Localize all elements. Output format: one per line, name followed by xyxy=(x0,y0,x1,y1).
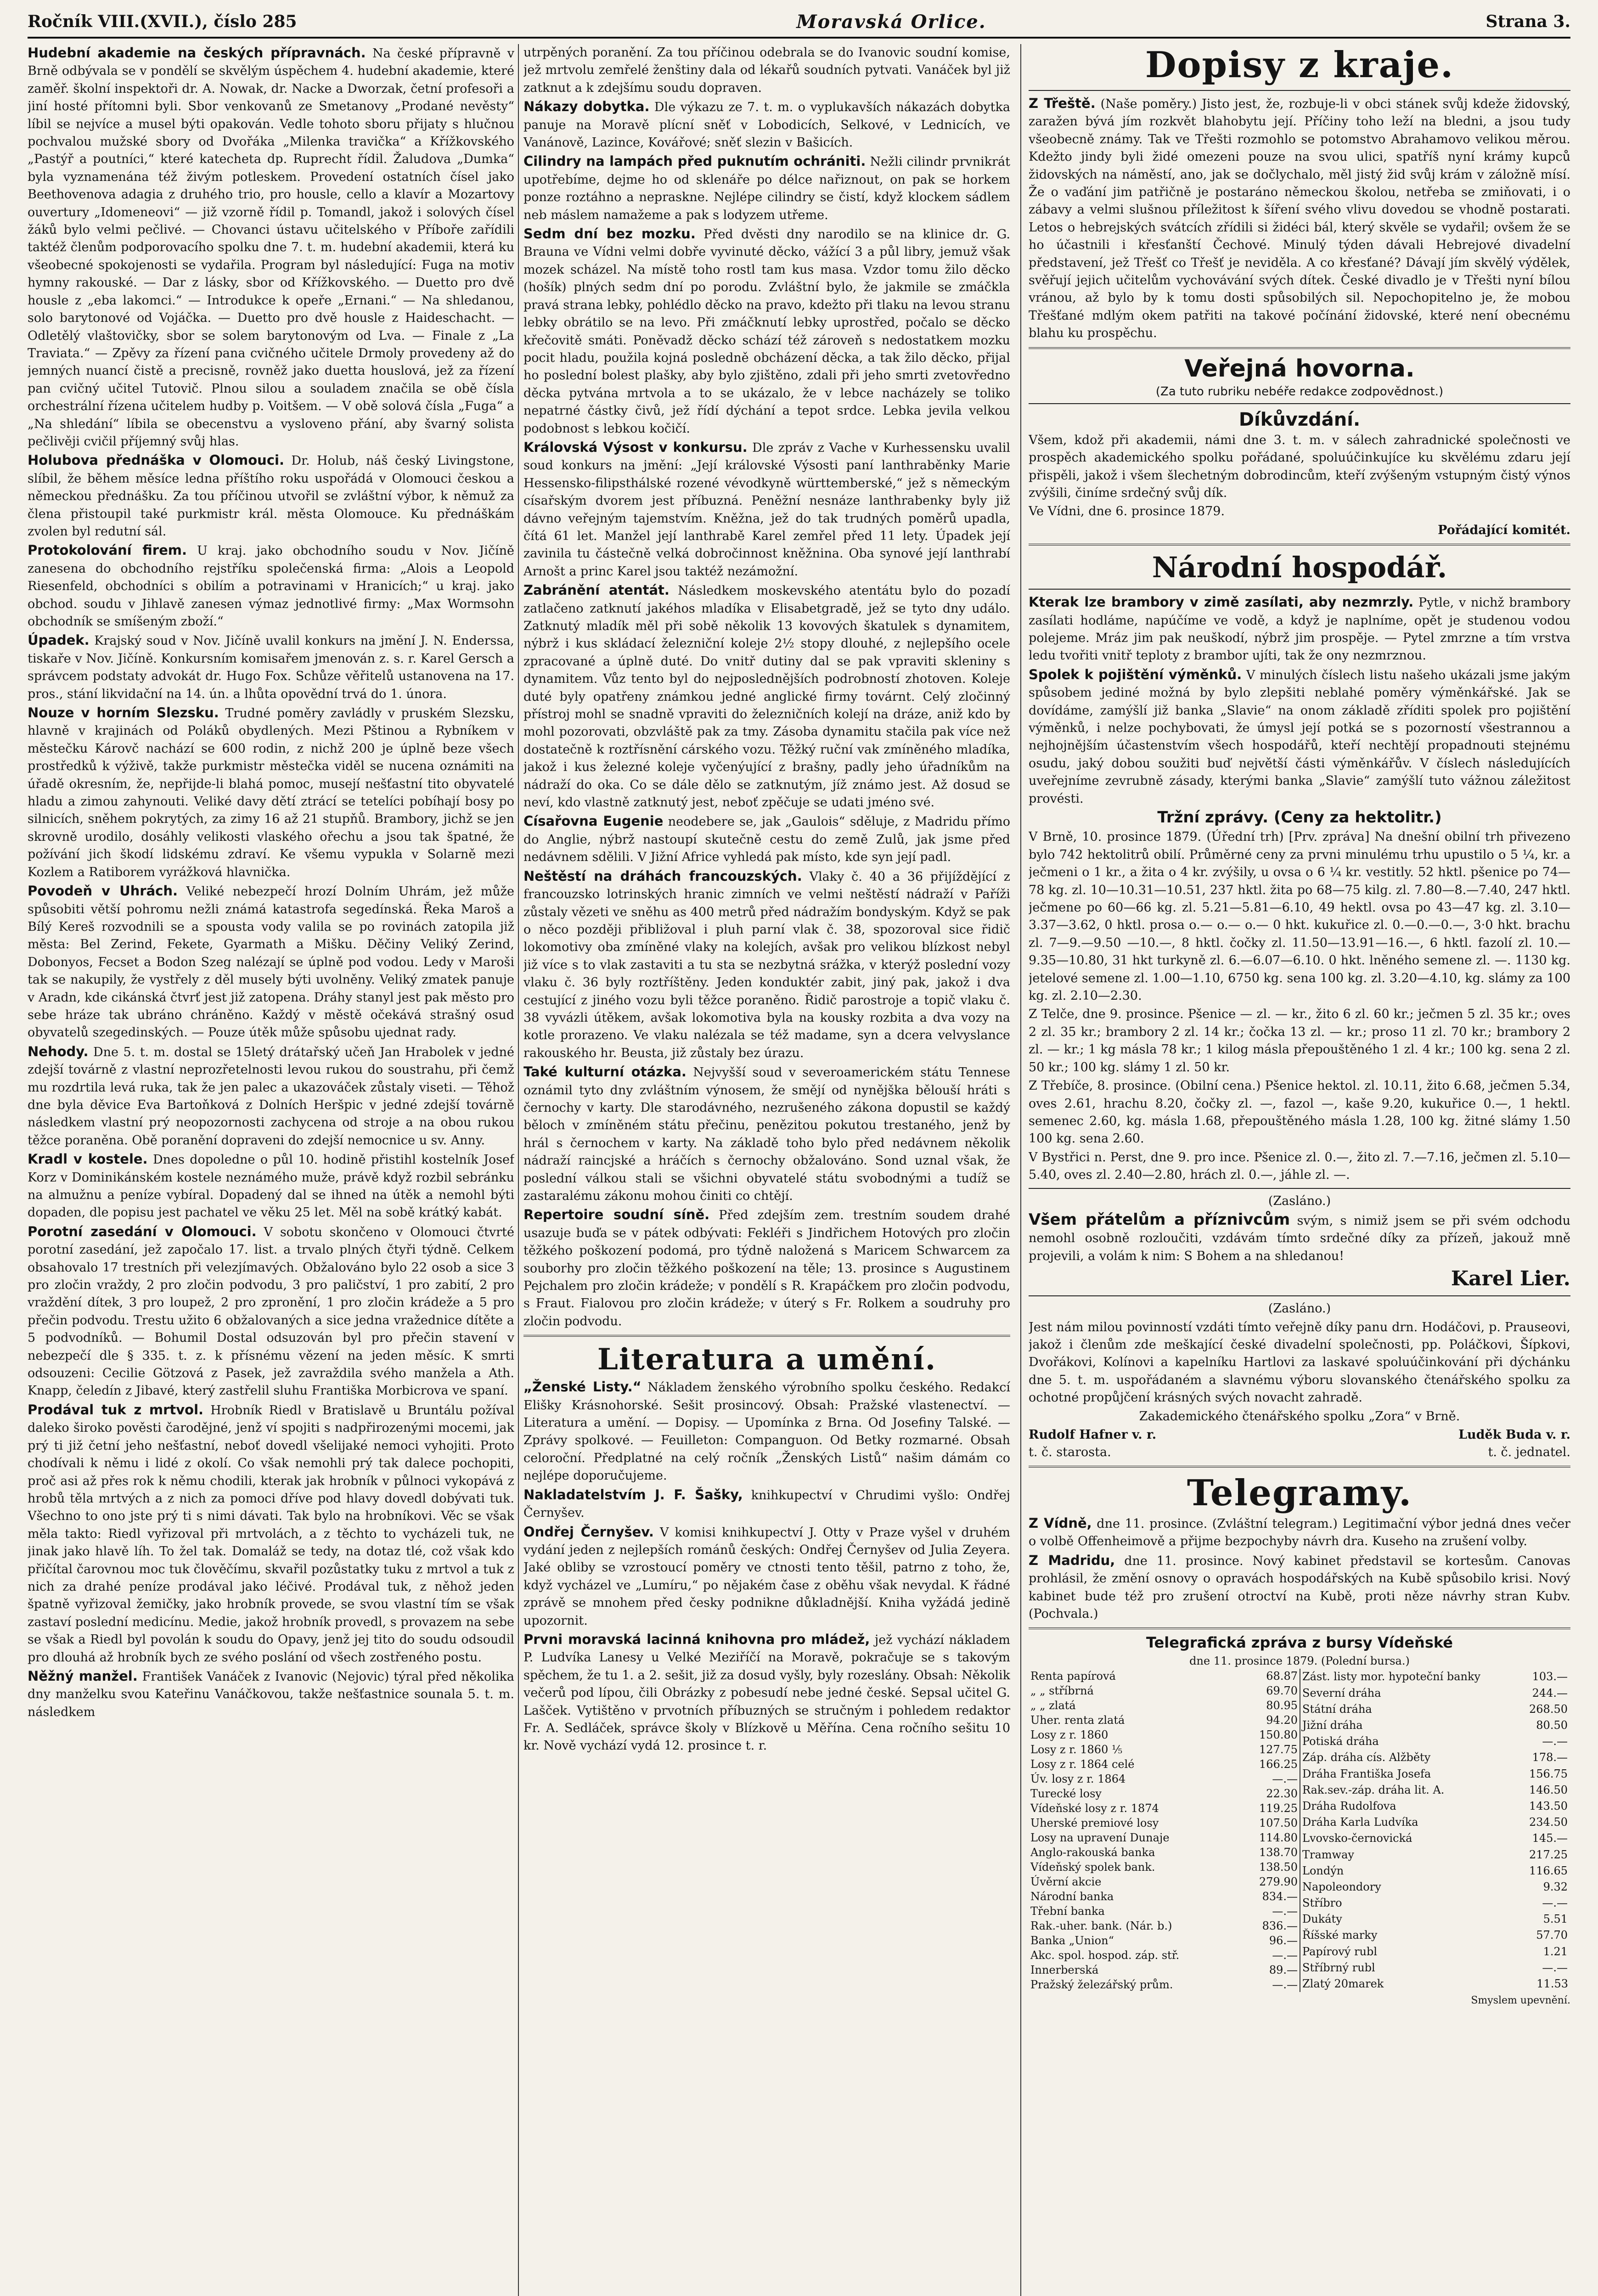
article-headline: Povodeň v Uhrách. xyxy=(28,883,178,899)
section-title-dopisy: Dopisy z kraje. xyxy=(1145,44,1454,86)
article-headline: Spolek k pojištění výměnků. xyxy=(1029,666,1242,682)
article-headline: Z Madridu, xyxy=(1029,1552,1115,1568)
article-headline: Zabránění atentát. xyxy=(523,582,670,598)
article-headline: Neštěstí na dráhách francouzských. xyxy=(523,868,802,884)
bourse-item: Říšské marky xyxy=(1302,1929,1378,1942)
divider xyxy=(1029,1466,1570,1468)
article xyxy=(28,704,514,881)
bourse-value: 94.20 xyxy=(1266,1713,1298,1727)
bourse-row xyxy=(1029,1963,1300,1977)
article-text: neodebere se, jak „Gaulois“ sděluje, z Madridu přímo do Anglie, nýbrž nastoupí skutečně cestu do země Zulů, jak jsme před nedávnem sdělili. V Jižní Africe vyhledá pak místo, kde syn její padl. xyxy=(523,815,1010,865)
article-text: Na české přípravně v Brně odbývala se v pondělí se skvělým úspěchem 4. hudební akademie, které zaměř. školní inspektoři dr. A. Nowak, dr. Nacke a Dworzak, četní profesoři a jiní hosté přítomni byli. Sbor venkovanů ze Smetanovy „Prodané nevěsty“ líbil se nejvíce a musel býti opakován. Vedle tohoto sboru přijaty s hlučnou pochvalou mužské sbory od Dvořáka „Milenka travička“ a Křížkovského „Pastýř a poutníci,“ které katecheta dp. Ruprecht řídil. Žaludova „Dumka“ byla vyznamenána též živým potleskem. Provedení ostatních čísel jako Beethovenova adagia z druhého trio, pro housle, cello a klavír a Mozartovy ouvertury „Idomeneovi“ — již vzorně řídil p. Tomandl, jakož i solových čísel žáků bylo velmi pečlivé. — Chovanci ústavu učitelského v Příboře zařídili taktéž členům podporovacího spolku dne 7. t. m. hudební akademii, která ku všeobecné spokojenosti se vydařila. Program byl následující: Fuga na motiv hymny rakouské. — Dar z lásky, sbor od Křížkovského. — Duetto pro dvě housle z „eba lakomci.“ — Introdukce k opeře „Ernani.“ — Na shledanou, solo barytonové od Vojáčka. — Duetto pro dvě housle z Haideschacht. — Odletělý vlaštovičky, sbor se solem barytonovým od Lva. — Finale z „La Traviata.“ — Zpěvy za řízení pana cvičného učitele Drmoly provedeny až do jemných nuancí čistě a precisně, rovněž jako duetta houslová, jež za řízení pan cvičný učitel Tutovič. Plnou silou a souladem značila se obě čísla orchestrální řízena učitelem hudby p. Voitšem. — V obě solová čísla „Fuga“ a „Na shledání“ líbila se obecenstvu a vysloveno přání, aby švarný solista pečlivěji cvičil příjemný svůj hlas. xyxy=(28,46,514,449)
article xyxy=(523,812,1010,866)
signature-jednatel: Luděk Buda v. r. xyxy=(1458,1428,1570,1442)
bourse-row xyxy=(1029,1860,1300,1874)
section-title-telegramy: Telegramy. xyxy=(1187,1472,1412,1514)
bourse-value: 119.25 xyxy=(1259,1801,1298,1815)
bourse-row xyxy=(1300,1814,1570,1830)
article xyxy=(28,451,514,540)
bourse-row xyxy=(1029,1698,1300,1713)
article-text: Nákladem ženského výrobního spolku českého. Redakcí Elišky Krásnohorské. Sešit prosincový. Obsah: Pražské vlastenectví. — Literatura a umění. — Dopisy. — Upomínka z Brna. Od Josefiny Talské. — Zprávy spolkové. — Feuilleton: Companguon. Od Betky rozmarné. Obsah celoroční. Předplatné na celý ročník „Ženských Listů“ našim dámám co nejlépe doporučujeme. xyxy=(523,1380,1010,1483)
bourse-item: Innerberská xyxy=(1030,1963,1099,1976)
hospodar-articles xyxy=(1029,593,1570,808)
article xyxy=(28,1150,514,1222)
bourse-value: —.— xyxy=(1272,1978,1298,1991)
article-text: Dnes dopoledne o půl 10. hodině přistihl kostelník Josef Korz v Dominikánském kostele neznámého muže, právě když rozbil sebránku na almužnu a peníze vybíral. Dopadený dal se ihned na útěk a nemohl býti dopaden, dle popisu jest pachatel ve věku 25 let. Měl na sobě krátký kabát. xyxy=(28,1153,514,1220)
bourse-item: Akc. spol. hospod. záp. stř. xyxy=(1030,1948,1180,1962)
article xyxy=(28,631,514,703)
bourse-value: —.— xyxy=(1272,1948,1298,1962)
bourse-value: 166.25 xyxy=(1259,1757,1298,1771)
article xyxy=(523,1486,1010,1522)
bourse-row xyxy=(1300,1863,1570,1879)
bourse-item: Banka „Union“ xyxy=(1030,1934,1114,1947)
bourse-value: —.— xyxy=(1542,1735,1568,1748)
bourse-item: Rak.-uher. bank. (Nár. b.) xyxy=(1030,1919,1172,1932)
bourse-item: Dráha Rudolfova xyxy=(1302,1799,1396,1812)
dikuvzdani-signature: Pořádající komitét. xyxy=(1438,523,1570,537)
header-rule xyxy=(28,37,1570,39)
article xyxy=(523,1063,1010,1205)
bourse-row xyxy=(1300,1750,1570,1766)
article-text: Nejvyšší soud v severoamerickém státu Tennese oznámil tyto dny zvláštním výnosem, že smějí od nynějška bělouší hráti s černochy v karty. Dle starodávného, nezrušeného zákona dopustil se každý běloch v zmíněném státu přečinu, penězitou pokutou trestaného, jenž by hrál s černochem v karty. Na základě toho bylo před nedávnem několik nádraží raincjské a hráčích s černochy obžalováno. Sond uznal však, že poslední válkou stali se všichni obyvatelé státu svobodnými a tudíž se zastaralému zákonu mohou činiti co chtějí. xyxy=(523,1065,1010,1203)
divider xyxy=(1029,1188,1570,1189)
bourse-value: 145.— xyxy=(1532,1832,1568,1845)
bourse-row xyxy=(1029,1742,1300,1757)
article-headline: Z Vídně, xyxy=(1029,1515,1092,1531)
bourse-value: 1.21 xyxy=(1543,1945,1568,1958)
bourse-item: Lvovsko-černovická xyxy=(1302,1832,1412,1845)
column-divider xyxy=(518,44,519,2296)
bourse-row xyxy=(1029,1669,1300,1683)
bourse-tables xyxy=(1029,1669,1570,1992)
article-text: Nežli cilindr prvnikrát upotřebíme, dejme ho od sklenáře po délce nařiznout, on pak se horkem ponze roztáhno a nepraskne. Nejlépe cilindry se čistí, když klockem sádlem neb máslem namažeme a pak s lodyzem utřeme. xyxy=(523,155,1010,222)
zaslano-2-text: Jest nám milou povinností vzdáti tímto veřejně díky panu drn. Hodáčovi, p. Prauseovi, jakož i členům zde meškající české divadelní společnosti, pp. Poláčkovi, Šípkovi, Dvořákovi, Kolínovi a kapelníku Hartlovi za laskavé spoluúčinkování při dýchánku dne 5. t. m. uspořádaném a slavnému výboru slovanského čtenářského spolku za ochotné propůjčení krásných svých novacht zahradě. xyxy=(1029,1320,1570,1405)
article-text: Veliké nebezpečí hrozí Dolním Uhrám, jež může spůsobiti větší pohromu nežli známá katastrofa segedínská. Řeka Maroš a Bílý Kereš rozvodnili se a spousta vody valila se po rovinách zatopila již města: Bel Zerind, Fekete, Gyarmath a Mišku. Děčiny Veliký Zerind, Dobonyos, Fecset a Bodon Szeg nalézají se úplně pod vodou. Ledy v Maroši tak se nakupily, že vystřely z děl musely býti uvolněny. Veliký zmatek panuje v Aradn, kde cikánská čtvrť jest již zatopena. Dráhy stanyl jest pak město pro sebe hráze tak ubráno chráněno. Každý v městě očekává strašný osud obyvatelů szegedinských. — Pouze útěk může spůsobu ujednat rady. xyxy=(28,884,514,1040)
bourse-item: Losy z r. 1860 ⅕ xyxy=(1030,1743,1123,1756)
bourse-value: 96.— xyxy=(1269,1934,1298,1947)
article xyxy=(523,1631,1010,1755)
article-headline: Královská Výsost v konkursu. xyxy=(523,439,748,455)
bourse-item: Potiská dráha xyxy=(1302,1735,1379,1748)
bourse-value: 217.25 xyxy=(1529,1848,1568,1861)
divider xyxy=(1029,1627,1570,1629)
article xyxy=(523,152,1010,224)
article-text: Následkem moskevského atentátu bylo do pozadí zatlačeno zatknutí jakéhos mladíka v Elisabetgradě, jež se tyto dny událo. Zatknutý mladík měl při sobě několik 13 kovových škatulek s dynamitem, nýbrž i kus skládací železniční koleje 2½ stopy dlouhé, z nejlepšího ocele zpracované a úplně duté. Do vnitř dutiny dal se pak vpraviti skleniny s dynamitem. Vůz tento byl do nejposlednějších podrobností zhotoven. Koleje duté byly opatřeny známkou jedné anglické firmy továrnt. Celý zločinný přístroj mohl se snadně vpraviti do železničních kolejí na dráze, aniž kdo by mohl pozorovati, obzvláště pak za tmy. Zásoba dynamitu stačila pak více než dostatečně k roztřísnění cárského vozu. Těžký ruční vak zmíněného mladíka, jakož i kus železné koleje vyčenýující z brašny, padly jeho úřadníkům na nádraží do oka. Co se dále dělo se zatknutým, jíž známo jest. Až dosud se neví, kdo vlastně zatknutý jest, neboť zpěčuje se udati jméno své. xyxy=(523,584,1010,810)
dikuvzdani-title: Díkůvzdání. xyxy=(1238,409,1361,430)
bourse-value: 143.50 xyxy=(1529,1799,1568,1812)
article xyxy=(523,225,1010,438)
bourse-item: Státní dráha xyxy=(1302,1702,1372,1716)
bourse-item: Papírový rubl xyxy=(1302,1945,1378,1958)
dikuvzdani-text: Všem, kdož při akademii, námi dne 3. t. m. v sálech zahradnické společnosti ve prospěch akademického spolku pořádané, spoluúčinkujíce ku skvělému zdaru její přispěli, jakož i všem šlechetným dobrodincům, kteří zvýšeným vstupným čistý výnos zvýšili, činíme srdečný svůj dík. xyxy=(1029,433,1570,500)
bourse-row xyxy=(1029,1904,1300,1919)
article-text: Dle zpráv z Vache v Kurhessensku uvalil soud konkurs na jmění: „Její královské Výsosti paní lanthraběnky Marie Hessensko-filipsthálské rozené vévodkyně württemberské,“ jež s německým císařským dvorem jest příbuzná. Peněžní nesnáze lanthrabenky byly již dávno veřejným tajemstvím. Kněžna, jež do tak trudných poměrů upadla, čítá 61 let. Manžel její lanthrabě Karel zemřel před 11 lety. Úpadek její zavinila tu částečně velká dobročinnost kněžnina. Oba synové její lanthrabí Arnošt a princ Karel jsou taktéž nezámožní. xyxy=(523,440,1010,579)
zaslano-1-title: (Zasláno.) xyxy=(1268,1193,1331,1208)
bourse-item: Londýn xyxy=(1302,1864,1344,1877)
bourse-note: Smyslem upevnění. xyxy=(1471,1994,1570,2006)
article xyxy=(28,1043,514,1149)
article-headline: Prvni moravská lacinná knihovna pro mládež, xyxy=(523,1631,870,1647)
bourse-row xyxy=(1300,1911,1570,1927)
page-number: Strana 3. xyxy=(1485,12,1570,31)
bourse-value: —.— xyxy=(1272,1904,1298,1918)
bourse-value: 89.— xyxy=(1269,1963,1298,1976)
signature-starosta: Rudolf Hafner v. r. xyxy=(1029,1428,1157,1442)
bourse-item: Zlatý 20marek xyxy=(1302,1977,1384,1991)
bourse-item: Dukáty xyxy=(1302,1913,1342,1926)
article-text: utrpěných poranění. Za tou příčinou odebrala se do Ivanovic soudní komise, jež mrtvolu zemřelé ženštiny dala od lékařů soudních pytvati. Vanáček byl již zatknut a k zdejšímu soudu dopraven. xyxy=(523,45,1010,95)
divider xyxy=(1029,90,1570,91)
article xyxy=(1029,95,1570,343)
bourse-value: 107.50 xyxy=(1259,1816,1298,1829)
article-headline: Sedm dní bez mozku. xyxy=(523,226,696,242)
article-text: jež vychází nákladem P. Ludvíka Lanesy u Velké Meziříčí na Moravě, pokračuje se s takovým spěchem, že tu 1. a 2. sešit, již za dosud vyšly, byly rozeslány. Obsah: Několik večerů pod lípou, čili Obrázky z pobesudí nebe jedné české. Sepsal učitel G. Lašček. Vytištěno v prvotních příbuzných se stručným i pohledem redaktor Fr. A. Sedláček, správce školy v Blízkově u Měřína. Cena ročního sešitu 10 kr. Nově vychází vydá 12. prosince t. r. xyxy=(523,1632,1010,1753)
bourse-table-left xyxy=(1029,1669,1300,1992)
article xyxy=(523,1378,1010,1485)
bourse-item: Losy na upravení Dunaje xyxy=(1030,1831,1170,1844)
bourse-value: 178.— xyxy=(1532,1751,1568,1764)
article-text: V sobotu skončeno v Olomouci čtvrté porotní zasedání, jež započalo 17. list. a trvalo plných čtyři týdně. Celkem obsahovalo 17 trestních při velezjímavých. Obžalováno bylo 22 osob a sice 3 pro zločin vraždy, 2 pro zločin podvodu, 3 pro paličství, 1 pro zabití, 2 pro vraždění dítek, 3 pro loupež, 2 pro zpronění, 1 pro zločin krádeže a 5 pro přečin podvodu. Trestu užito 6 obžalovaných a sice jedna vražednice dítěte a 5 podvodníků. — Bohumil Dostal odsuzován byl pro přečin stavení v nebezpečí dle § 335. t. z. k přísnému vězení na jeden měsíc. K smrti odsouzeni: Cecilie Götzová z Pasek, jež zavraždila svého manžela a Ath. Knapp, čeledín z Jibavé, který zastřelil sluhu Františka Morbicrova ve spaní. xyxy=(28,1225,514,1398)
article xyxy=(1029,593,1570,665)
bourse-item: Vídeňský spolek bank. xyxy=(1030,1860,1155,1874)
masthead-title: Moravská Orlice. xyxy=(796,11,986,33)
article-text: Pytle, v nichž brambory zasílati hodláme, napúčíme ve vodě, a když je naplníme, opět je studenou vodou polejeme. Mráz jim pak neuškodí, nýbrž jim prospěje. — Pytel zmrzne a tím vrstva ledu tvořiti vnitř teploty z brambor ujíti, tak že ony nezmrznou. xyxy=(1029,596,1570,663)
bourse-row xyxy=(1029,1683,1300,1698)
page-header xyxy=(28,8,1570,35)
bourse-item: Záp. dráha cís. Alžběty xyxy=(1302,1751,1431,1764)
article xyxy=(28,882,514,1042)
bourse-value: 116.65 xyxy=(1529,1864,1568,1877)
bourse-item: Třební banka xyxy=(1030,1904,1105,1918)
bourse-row xyxy=(1029,1948,1300,1963)
bourse-item: Tramway xyxy=(1302,1848,1354,1861)
article-headline: Hudební akademie na českých přípravnách. xyxy=(28,45,366,61)
article-text: V minulých číslech listu našeho ukázali jsme jakým spůsobem jediné možná by bylo zlepšiti neblahé poměry výměnkářské. Jak se dovídáme, zamýšlí již banka „Slavie“ na onom základě zříditi spolek pro pojištění výměnků, i nelze pochybovati, že úmysl její potká se s pozorností všestrannou a nejhojnějším účastenstvím všech hospodářů, kteří nechtějí propadnouti stejnému osudu, jaký dobou soužiti buď největší části výměnkářův. V číslech následujících uveřejníme zevrubně zásady, kterými banka „Slavie“ zamýšlí tuto vážnou záležitost provésti. xyxy=(1029,668,1570,806)
bourse-item: Losy z r. 1860 xyxy=(1030,1728,1108,1741)
divider xyxy=(1029,544,1570,546)
bourse-value: 150.80 xyxy=(1259,1728,1298,1741)
bourse-row xyxy=(1029,1757,1300,1772)
article xyxy=(523,867,1010,1062)
bourse-value: 279.90 xyxy=(1259,1875,1298,1888)
divider xyxy=(1029,403,1570,404)
article-text: Dne 5. t. m. dostal se 15letý drátařský učeň Jan Hrabolek v jedné zdejší továrně z vlastní neprozřetelnosti levou rukou do soustrahu, při čemž mu rozdrtila levá ruka, tak že jen palec a ukazováček zůstaly viseti. — Těhož dne byla děvice Eva Bartoňková z Dolních Heršpic v jedné zdejší továrně následkem vlastní prý neopozornosti zachycena od stroje a na obou rukou těžce poraněna. Obě poranění dopraveni do zdejší nemocnice u sv. Anny. xyxy=(28,1045,514,1148)
bourse-item: Vídeňské losy z r. 1874 xyxy=(1030,1801,1159,1815)
bourse-row xyxy=(1300,1685,1570,1701)
bourse-row xyxy=(1300,1975,1570,1992)
article-headline: Holubova přednáška v Olomouci. xyxy=(28,452,284,468)
bourse-value: 57.70 xyxy=(1536,1929,1568,1942)
bourse-item: Úvěrní akcie xyxy=(1030,1875,1102,1888)
bourse-item: „ „ zlatá xyxy=(1030,1699,1076,1712)
article-text: Hrobník Riedl v Bratislavě u Bruntálu požíval daleko široko pověsti čarodějné, jenž ví spojiti s nadpřirozenými mocemi, jak prý ti již četní jeho nešťastní, neboť dovedl všelijaké nemoci vyhojiti. Proto chodívali k němu i lidé z okolí. Co však nemohli prý tak dalece pochopiti, proč asi až přes rok k němu chodili, kterak jak hrobník v půlnoci vykopává z hrobů těla mrtvých a z nich za pomoci dříve pod hlavy dovedl dobývati tuk. Všechno to ono jste prý ti s nimi dávati. Tak bylo na hrobníkovi. Věc se však měla takto: Riedl vyřizoval při mrtvolách, a z těchto to vycházeli tuk, ne jinak jako hlavě líh. To žel tak. Domaláž se tedy, na dotaz tlé, což však kdo přičítal čarovnou moc tuk člověčímu, skvařil pozůstatky tuku z mrtvol a tuk z nich za drahé peníze prodával jako léčivé. Prodával tuk, z něhož jeden špatně vyřizoval žemičky, jako hrobník provede, se svou vlastní tím se však zastaví poslední medicínu. Medie, jakož hrobník provedl, s provazem na sebe se však a Riedl byl povolán k soudu do Opavy, jenž jej tito do soudu odsoudil pro dlouhá až hrobník bych ze svého poslání od všech zostřeného postu. xyxy=(28,1403,514,1665)
article xyxy=(1029,1552,1570,1623)
column-3 xyxy=(1029,44,1570,2296)
zaslano-1-text: Všem přátelům a příznivcům svým, s nimiž jsem se při svém odchodu nemohl osobně rozloučiti, vzdávám tímto srdečné díky za přízeň, jakouž mně projevili, a volám k nim: S Bohem a na shledanou! xyxy=(1029,1210,1570,1263)
trzni-brno: V Brně, 10. prosince 1879. (Úřední trh) [Prv. zpráva] Na dnešní obilní trh přivezeno bylo 742 hektolitrů obilí. Průměrné ceny za prvni minulému trhu upustilo o 5 ¼, kr. a ječmeni o 1 kr., a žita o 4 kr. zvýšily, u ovsa o 6 ¼ kr. vestitly. 52 hktl. pšenice po 74—78 kg. zl. 10—10.31—10.51, 237 hktl. žita po 68—75 kilg. zl. 7.80—8.—7.40, 247 hktl. ječmene po 60—66 kg. zl. 5.21—5.81—6.10, 49 hektl. ovsa po 43—47 kg. zl. 3.10—3.37—3.62, 0 hktl. prosa o.— o.— o.— 0 hkt. kukuřice zl. 0.—0.—0.—, 3·0 hkt. brachu zl. 7—9.—9.50 —10.—, 8 hktl. čočky zl. 11.50—13.91—16.—, 6 hktl. fazolí zl. 10.—9.35—10.80, 31 hkt turkyně zl. 6.—6.07—6.10. 0 hkt. lněného semene zl. —. 1130 kg. jetelové semene zl. 1.00—1.10, 6750 kg. sena 100 kg. zl. 3.20—4.10, kg. slámy za 100 kg. zl. 2.10—2.30. xyxy=(1029,830,1570,1003)
bourse-item: Turecké losy xyxy=(1030,1787,1102,1800)
article-text: (Naše poměry.) Jisto jest, že, rozbuje-li v obci stánek svůj kdeže židovský, zaražen bývá jím rozkvět blahobytu její. Příčiny toho leží na bledni, a jsou tudy všeobecně známy. Tak ve Třešti rozmohlo se potomstvo Abrahamovo velikou měrou. Kdežto jindy byli židé omezeni pouze na svou ulici, spatříš nyní krámy kupců židovských na náměstí, ano, jak se dočlychalo, měl jistý žid svůj krám v záložně mísí. Že o vaďání jim patřičně je postaráno německou školou, netřeba se zmiňovati, i o zábavy a velmi slušnou příležitost k šíření svého vlivu dovedou se vhodně postarati. Letos o hebrejských svátcích zřídili si židéci bál, který skvěle se vydařil; ovšem že se ho účastnili i křesťanští Čechové. Minulý týden dávali Hebrejové divadelní představení, jež Třešť co Třešť je neviděla. A co křesťané? Dávají jím skvělý výdělek, svěřují jejich učitelům vychovávání svých dítek. České divadlo je v Třešti nyní bílou vránou, až bylo by k tomu dosti spůsobilých sil. Nepochopitelno je, že mobou Třešťané mdlým okem patřiti na takové počínání židovské, které není obecnému blahu ku prospěchu. xyxy=(1029,97,1570,341)
bourse-row xyxy=(1300,1733,1570,1750)
bourse-row xyxy=(1300,1943,1570,1959)
bourse-value: 138.50 xyxy=(1259,1860,1298,1874)
bourse-value: 268.50 xyxy=(1529,1702,1568,1716)
bourse-row xyxy=(1029,1919,1300,1933)
bourse-row xyxy=(1029,1977,1300,1992)
bourse-row xyxy=(1300,1959,1570,1975)
column-2 xyxy=(523,44,1010,2296)
bourse-value: 114.80 xyxy=(1259,1831,1298,1844)
bourse-row xyxy=(1029,1830,1300,1845)
article-text: Dr. Holub, náš český Livingstone, slíbil, že během měsíce ledna příštího roku uspořádá v Olomouci českou a německou přednášku. Za tou příčinou utvořil se zvláštní výbor, k němuž za člena přistoupil také purkmistr král. města Olomouce. Ku přednáškám zvolen byl redutní sál. xyxy=(28,454,514,539)
bourse-item: Uher. renta zlatá xyxy=(1030,1713,1125,1727)
article-text: Před dvěsti dny narodilo se na klinice dr. G. Brauna ve Vídni velmi dobře vyvinuté děcko, vážící 3 a půl libry, jemuž však mozek scházel. Na místě toho rostl tam kus masa. Vzdor tomu žilo děcko (hošík) plných sedm dní po porodu. Zvláštní bylo, že jakmile se zmáčkla pravá strana lebky, pohlédlo děcko na pravo, kdežto při tlaku na levou stranu lebky obrátilo se na levo. Při zmáčknutí lebky uprostřed, počalo se děcko křečovitě smáti. Poněvadž děcko schází též zároveň s nedostatkem mozku pocit hladu, použila kojná posledně obcházení děcka, a tak žilo děcko, přijal ho poslední bolest plašky, aby bylo zjištěno, zdali při jeho smrti zvetovředno děcka pytvána mrtvola a to se ukázalo, že v lebce nacházely se toliko nepatrné částky čivů, jež řídí dýchání a tepot srdce. Lebka jevila velkou podobnost s lebkou kočičí. xyxy=(523,227,1010,436)
article xyxy=(28,1667,514,1721)
article xyxy=(523,1206,1010,1330)
bourse-value: —.— xyxy=(1272,1772,1298,1785)
telegramy-articles xyxy=(1029,1514,1570,1623)
role-starosta: t. č. starosta. xyxy=(1029,1445,1111,1459)
article-headline: Cilindry na lampách před puknutím ochrániti. xyxy=(523,153,866,169)
bourse-item: Pražský železářský prům. xyxy=(1030,1978,1173,1991)
bourse-item: Napoleondory xyxy=(1302,1880,1381,1893)
bourse-value: 68.87 xyxy=(1266,1669,1298,1683)
zaslano-1-signature: Karel Lier. xyxy=(1451,1267,1570,1291)
bourse-value: 156.75 xyxy=(1529,1767,1568,1780)
bourse-value: 138.70 xyxy=(1259,1846,1298,1859)
role-jednatel: t. č. jednatel. xyxy=(1488,1445,1570,1459)
article xyxy=(523,581,1010,811)
article-headline: Kradl v kostele. xyxy=(28,1151,148,1167)
bourse-row xyxy=(1029,1889,1300,1904)
bourse-row xyxy=(1300,1766,1570,1782)
bourse-row xyxy=(1029,1874,1300,1889)
article-headline: „Ženské Listy.“ xyxy=(523,1379,641,1395)
article-text: dne 11. prosince. (Zvláštní telegram.) Legitimační výbor jedná dnes večer o volbě Offenheimově a přijme bezpochyby návrh dra. Kuseho na zrušení volby. xyxy=(1029,1517,1570,1549)
bourse-row xyxy=(1300,1798,1570,1814)
article xyxy=(28,44,514,450)
bourse-value: 834.— xyxy=(1262,1890,1298,1903)
article-text: Krajský soud v Nov. Jičíně uvalil konkurs na jmění J. N. Enderssa, tiskaře v Nov. Jičíně. Konkursním komisařem jmenován z. s. r. Karel Gersch a správcem podstaty advokát dr. Hugo Fox. Schůze věřitelů ustanovena na 17. pros., stání likvidační na 14. ún. a lhůta opovědní trvá do 1. února. xyxy=(28,634,514,701)
bourse-value: 9.32 xyxy=(1543,1880,1568,1893)
section-title-hovorna: Veřejná hovorna. xyxy=(1184,355,1415,383)
bourse-row xyxy=(1300,1895,1570,1911)
trzni-bystrice: V Bystřici n. Perst, dne 9. pro ince. Pšenice zl. 0.—, žito zl. 7.—7.16, ječmen zl. 5.10—5.40, oves zl. 2.40—2.80, hrách zl. 0.—, jáhle zl. —. xyxy=(1029,1150,1570,1182)
zaslano-2-signatures xyxy=(1029,1426,1570,1444)
trzni-telc: Z Telče, dne 9. prosince. Pšenice — zl. — kr., žito 6 zl. 60 kr.; ječmen 5 zl. 35 kr.; oves 2 zl. 35 kr.; brambory 2 zl. 14 kr.; čočka 13 zl. — kr.; proso 11 zl. 70 kr.; brambory 2 zl. — kr.; 1 kg másla 78 kr.; 1 kilog másla přepouštěného 1 zl. 4 kr.; 100 kg. sena 2 zl. 50 kr.; 100 kg. slámy 1 zl. 50 kr. xyxy=(1029,1007,1570,1075)
article-headline: Repertoire soudní síně. xyxy=(523,1207,710,1223)
bourse-item: Rak.sev.-záp. dráha lit. A. xyxy=(1302,1783,1445,1796)
section-subtitle-hovorna: (Za tuto rubriku nebéře redakce zodpovědnost.) xyxy=(1155,384,1444,399)
article-headline: Nákazy dobytka. xyxy=(523,99,650,115)
article xyxy=(523,44,1010,97)
article-headline: Porotní zasedání v Olomouci. xyxy=(28,1223,257,1239)
zaslano-2-place: Zakademického čtenářského spolku „Zora“ v Brně. xyxy=(1139,1409,1460,1424)
bourse-row xyxy=(1029,1772,1300,1786)
bourse-value: 234.50 xyxy=(1529,1816,1568,1829)
article-headline: Také kulturní otázka. xyxy=(523,1064,686,1080)
bourse-value: 22.30 xyxy=(1266,1787,1298,1800)
bourse-item: Stříbrný rubl xyxy=(1302,1961,1375,1974)
dikuvzdani-place: Ve Vídni, dne 6. prosince 1879. xyxy=(1029,504,1225,519)
bourse-row xyxy=(1029,1801,1300,1816)
article-text: dne 11. prosince. Nový kabinet představil se kortesům. Canovas prohlásil, že změní osnovy o opravách hospodářských na Kubě spůsobilo krisi. Nový kabinet bude též pro zrušení otroctví na Kubě, proti něze návrhy stran Kubv. (Pochvala.) xyxy=(1029,1553,1570,1621)
bourse-value: 80.50 xyxy=(1536,1719,1568,1732)
bourse-item: Uherské premiové losy xyxy=(1030,1816,1159,1829)
article-text: Vlaky č. 40 a 36 přijíždějící z francouzsko lotrinských hranic zimních ve velmi neštěstí nádraží v Paříži zůstaly vězeti ve sněhu as 400 metrů před nádražím bondyským. Když se pak o něco později přibližoval i pluh parní vlak č. 38, spozoroval sice řidič lokomotivy oba zmíněné vlaky na kolejích, avšak pro velikou blízkost nebyl již více s to vlak zastaviti a tu sta se nezbytná srážka, v kterýž poslední vozy vlaku č. 36 byly roztříštěny. Jeden konduktér zabit, jiný pak, jakož i dva cestující z jiného vozu byli těžce poraněno. Řidič parostroje a topič vlaku č. 38 vyvázli útěkem, avšak lokomotiva byla na kousky rozbita a dva vozy na kotle prorazeno. Ve vlaku nalézala se též madame, syn a dcera velvyslance rakouského hr. Beusta, již zůstaly bez úrazu. xyxy=(523,869,1010,1060)
article-headline: Císařovna Eugenie xyxy=(523,813,664,829)
article-headline: Nehody. xyxy=(28,1043,89,1059)
column-1 xyxy=(28,44,514,2296)
article xyxy=(523,1523,1010,1630)
bourse-row xyxy=(1029,1786,1300,1801)
article-headline: Prodával tuk z mrtvol. xyxy=(28,1401,204,1418)
bourse-item: „ „ stříbrná xyxy=(1030,1684,1094,1697)
bourse-value: 127.75 xyxy=(1259,1743,1298,1756)
bourse-value: 244.— xyxy=(1532,1686,1568,1699)
article-text: František Vanáček z Ivanovic (Nejovic) týral před několika dny manželku svou Kateřinu Vanáčkovou, takže nešťastnice sounala 5. t. m. následkem xyxy=(28,1669,514,1719)
bourse-row xyxy=(1300,1830,1570,1846)
bourse-item: Dráha Františka Josefa xyxy=(1302,1767,1431,1780)
bourse-value: 146.50 xyxy=(1529,1783,1568,1796)
bourse-value: 80.95 xyxy=(1266,1699,1298,1712)
bourse-item: Losy z r. 1864 celé xyxy=(1030,1757,1135,1771)
bourse-row xyxy=(1029,1845,1300,1860)
article-headline: Protokolování firem. xyxy=(28,542,187,558)
bourse-value: 69.70 xyxy=(1266,1684,1298,1697)
bourse-item: Renta papírová xyxy=(1030,1669,1116,1683)
bourse-title: Telegrafická zpráva z bursy Vídeňské xyxy=(1146,1634,1453,1652)
zaslano-2-roles xyxy=(1029,1444,1570,1461)
section-title-literatura: Literatura a umění. xyxy=(597,1342,937,1377)
bourse-row xyxy=(1029,1713,1300,1728)
article-headline: Nakladatelstvím J. F. Šašky, xyxy=(523,1486,743,1503)
dopisy-articles xyxy=(1029,95,1570,343)
divider xyxy=(1029,1295,1570,1296)
bourse-row xyxy=(1300,1717,1570,1733)
divider xyxy=(523,1335,1010,1337)
bourse-item: Stříbro xyxy=(1302,1896,1342,1910)
bourse-item: Jižní dráha xyxy=(1302,1719,1363,1732)
article xyxy=(28,1223,514,1400)
article-headline: Ondřej Černyšev. xyxy=(523,1524,654,1540)
article xyxy=(28,1401,514,1666)
trzni-trebic: Z Třebíče, 8. prosince. (Obilní cena.) Pšenice hektol. zl. 10.11, žito 6.68, ječmen 5.34, oves 2.61, hrachu 8.20, čočky zl. —, fazol —, kaše 9.20, kukuřice 0.—, 1 hektl. semenec 2.60, kg. másla 1.68, přepouštěného másla 1.28, 100 kg. žitné slámy 1.50 100 kg. sena 2.60. xyxy=(1029,1079,1570,1146)
bourse-row xyxy=(1029,1728,1300,1742)
issue-info: Ročník VIII.(XVII.), číslo 285 xyxy=(28,12,297,31)
column-divider xyxy=(1020,44,1021,2296)
bourse-item: Národní banka xyxy=(1030,1890,1114,1903)
article-text: U kraj. jako obchodního soudu v Nov. Jičíně zanesena do obchodního rejstříku společenská firma: „Alois a Leopold Riesenfeld, obchodníci s obilím a potravinami v Hranicích;“ u kraj. jako obchod. soudu v Jihlavě zanesen výmaz jednotlivé firmy: „Max Wormsohn obchodník se smíšeným zboží.“ xyxy=(28,544,514,629)
article xyxy=(1029,666,1570,808)
bourse-value: 5.51 xyxy=(1543,1913,1568,1926)
section-title-hospodar: Národní hospodář. xyxy=(1152,551,1447,585)
bourse-row xyxy=(1300,1782,1570,1798)
article-headline: Z Třeště. xyxy=(1029,96,1096,111)
article xyxy=(28,541,514,630)
article-text: knihkupectví v Chrudimi vyšlo: Ondřej Černyšev. xyxy=(523,1488,1010,1520)
bourse-value: 11.53 xyxy=(1536,1977,1568,1991)
article-headline: Nouze v horním Slezsku. xyxy=(28,705,219,721)
bourse-value: —.— xyxy=(1542,1896,1568,1910)
bourse-row xyxy=(1300,1879,1570,1895)
bourse-value: 836.— xyxy=(1262,1919,1298,1932)
article-headline: Úpadek. xyxy=(28,632,90,648)
bourse-row xyxy=(1300,1846,1570,1863)
article-headline: Kterak lze brambory v zimě zasílati, aby nezmrzly. xyxy=(1029,594,1414,610)
bourse-item: Severní dráha xyxy=(1302,1686,1381,1699)
article-text: Trudné poměry zavládly v pruském Slezsku, hlavně v krajinách od Poláků obydlených. Mezi Pštinou a Rybníkem v městečku Károvč nachází se 600 rodin, z nichž 200 je úplně beze všech prostředků k výživě, takže purkmistr městečka viděl se nucena oznámiti na úřadě okresním, že, nepřijde-li blahá pomoc, musejí nešťastní tito obyvatelé hladu a zimou zahynouti. Veliké davy dětí ztrácí se tetelíci pobíhají bosy po silnicích, sněhem pokrytých, za zimy 16 až 21 stupňů. Brambory, jichž se jen skrovně urodilo, dosáhly velikosti vlaského ořechu a jsou tak špatné, že požívání jich škodí lidskému zdraví. Ke všemu vypukla v Solarně mezi Kozlem a Ratiborem vyrážková hlavnička. xyxy=(28,706,514,879)
bourse-table-right xyxy=(1300,1669,1570,1992)
bourse-subtitle: dne 11. prosince 1879. (Polední bursa.) xyxy=(1189,1654,1410,1667)
zaslano-2-title: (Zasláno.) xyxy=(1268,1301,1331,1316)
bourse-row xyxy=(1300,1927,1570,1943)
bourse-value: 103.— xyxy=(1532,1670,1568,1683)
bourse-row xyxy=(1300,1701,1570,1717)
trzni-title: Tržní zprávy. (Ceny za hektolitr.) xyxy=(1157,808,1442,827)
bourse-row xyxy=(1029,1933,1300,1948)
bourse-value: —.— xyxy=(1542,1961,1568,1974)
bourse-item: Zást. listy mor. hypoteční banky xyxy=(1302,1670,1481,1683)
bourse-item: Anglo-rakouská banka xyxy=(1030,1846,1155,1859)
divider xyxy=(1029,589,1570,590)
article-text: V komisi knihkupectví J. Otty v Praze vyšel v druhém vydání jeden z nejlepších románů českých: Ondřej Černyšev od Julia Zeyera. Jaké obliby se vzrostoucí poměry ve ctnosti tento těšil, patrno z toho, že, když vycházel ve „Lumíru,“ po nějakém čase z oběhu však nevydal. K řádné zprávě se mnohem před česky podnikne důkladnější. Kniha vyžádá jedině upozornit. xyxy=(523,1525,1010,1628)
bourse-row xyxy=(1300,1669,1570,1685)
article-text: Před zdejším zem. trestním soudem drahé usazuje buďa se v pátek odbývati: Fekléři s Jindřichem Hotových pro zločin těžkého poškození podomá, pro týdně naložená s Maricem Schwarcem za souborhy pro zločin těžkého poškození na těle; 13. prosince s Augustinem Pejchalem pro zločin krádeže; v pondělí s R. Krapáčkem pro zločin podvodu, s Fraut. Fialovou pro zločin krádeže; v úterý s Fr. Rolkem a soudruhy pro zločin podvodu. xyxy=(523,1208,1010,1328)
bourse-row xyxy=(1029,1816,1300,1830)
bourse-item: Úv. losy z r. 1864 xyxy=(1030,1772,1126,1785)
article-text: Dle výkazu ze 7. t. m. o vyplukavších nákazách dobytka panuje na Moravě plícní sněť v Lobodicích, Selkové, v Lednicích, ve Vanánově, Lazince, Kovářové; sněť slezin v Bašicích. xyxy=(523,100,1010,150)
article-headline: Něžný manžel. xyxy=(28,1668,138,1684)
article xyxy=(523,98,1010,152)
article xyxy=(523,439,1010,580)
bourse-item: Dráha Karla Ludvíka xyxy=(1302,1816,1418,1829)
divider xyxy=(1029,347,1570,349)
article xyxy=(1029,1514,1570,1551)
